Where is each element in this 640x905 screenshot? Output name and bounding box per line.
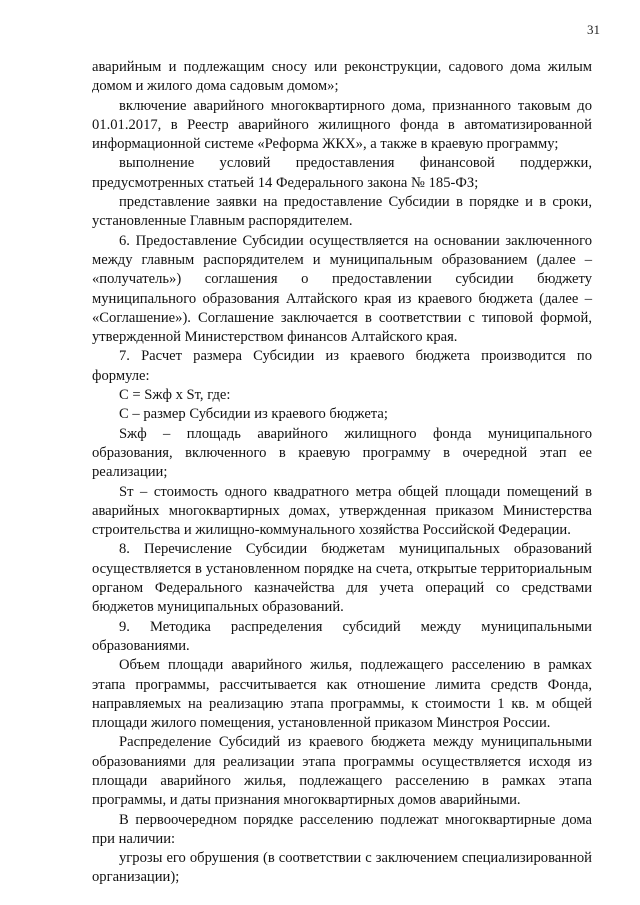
paragraph: представление заявки на предоставление Субсидии в порядке и в сроки, установленные Главным распорядителем. [92, 194, 592, 230]
paragraph: аварийным и подлежащим сносу или реконструкции, садового дома жилым домом и жилого дома садовым домом»; [92, 59, 592, 95]
paragraph: 8. Перечисление Субсидии бюджетам муниципальных образований осуществляется в установленном порядке на счета, открытые территориальным органом Федерального казначейства для учета операций со средствами бюджетов муниципальных образований. [92, 541, 592, 616]
paragraph: Объем площади аварийного жилья, подлежащего расселению в рамках этапа программы, рассчитывается как отношение лимита средств Фонда, направляемых на реализацию этапа программы, к стоимости 1 кв. м общей площади жилого помещения, установленной приказом Минстроя России. [92, 657, 592, 732]
paragraph: 7. Расчет размера Субсидии из краевого бюджета производится по формуле: [92, 348, 592, 384]
paragraph: Распределение Субсидий из краевого бюджета между муниципальными образованиями для реализации этапа программы осуществляется исходя из площади аварийного жилья, подлежащего расселению в рамках этапа программы, и даты признания многоквартирных домов аварийными. [92, 734, 592, 809]
formula: C = Sжф x Sт, где: [119, 387, 231, 404]
paragraph: выполнение условий предоставления финансовой поддержки, предусмотренных статьей 14 Федерального закона № 185-ФЗ; [92, 155, 592, 191]
paragraph: включение аварийного многоквартирного дома, признанного таковым до 01.01.2017, в Реестр аварийного жилищного фонда в автоматизированной информационной системе «Реформа ЖКХ», а также в краевую программу; [92, 97, 592, 153]
paragraph: угрозы его обрушения (в соответствии с заключением специализированной организации); [92, 850, 592, 886]
paragraph: В первоочередном порядке расселению подлежат многоквартирные дома при наличии: [92, 811, 592, 847]
page-number: 31 [587, 22, 600, 37]
paragraph: C – размер Субсидии из краевого бюджета; [119, 406, 388, 423]
paragraph: Sжф – площадь аварийного жилищного фонда муниципального образования, включенного в краевую программу в очередной этап ее реализации; [92, 425, 592, 481]
paragraph: Sт – стоимость одного квадратного метра общей площади помещений в аварийных многоквартирных домах, утвержденная приказом Министерства строительства и жилищно-коммунального хозяйства Российской Федерации. [92, 483, 592, 539]
document-body [92, 58, 592, 888]
paragraph: 9. Методика распределения субсидий между муниципальными образованиями. [92, 618, 592, 654]
paragraph: 6. Предоставление Субсидии осуществляется на основании заключенного между главным распорядителем и муниципальным образованием (далее – «получатель») соглашения о предоставлении субсидии бюджету муниципального образования Алтайского края из краевого бюджета (далее – «Соглашение»). Соглашение заключается в соответствии с типовой формой, утвержденной Министерством финансов Алтайского края. [92, 232, 592, 346]
